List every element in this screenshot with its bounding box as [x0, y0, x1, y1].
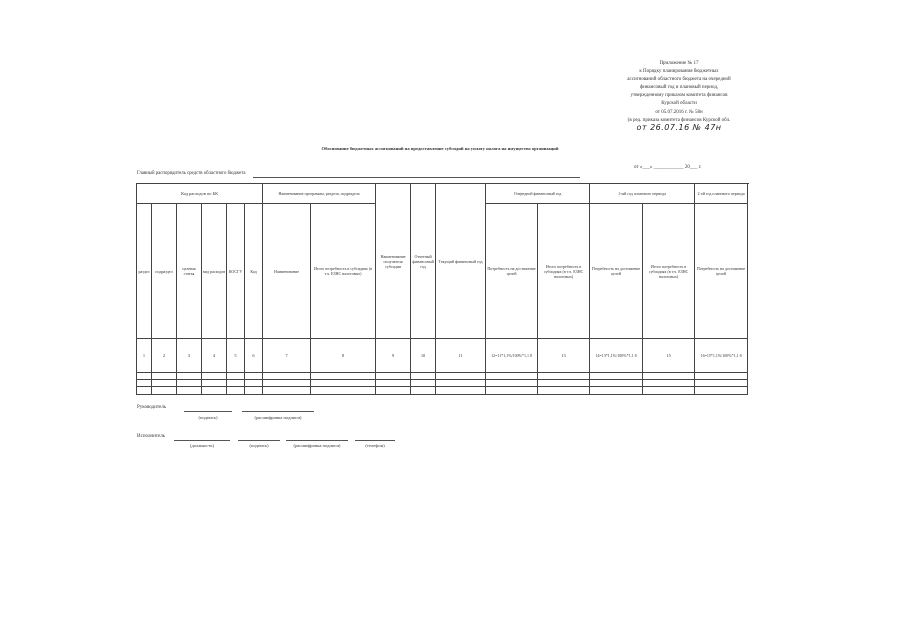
column-number: 10: [411, 339, 436, 373]
next-year-group-header: Очередной финансовый год: [486, 184, 590, 204]
document-title: Обоснование бюджетных ассигнований на предоставление субсидий на уплату налога на имущество организаций: [321, 146, 559, 151]
total-need-header: Итого потребность в субсидиях (в т.ч. ЕЗНС налоговых): [311, 204, 376, 339]
column-number: 16=15*1,1%/100%*1,1 8: [695, 339, 748, 373]
column-number: 6: [245, 339, 263, 373]
target-item-header: целевая статья: [177, 204, 202, 339]
table-row: [137, 373, 748, 380]
head-name-caption: (расшифровка подписи): [254, 415, 302, 420]
column-number: 11: [436, 339, 486, 373]
appendix-line: Приложение № 17: [659, 61, 699, 66]
appendix-line: ассигнований областного бюджета на очередной: [627, 77, 731, 83]
kosgu-header: КОСГУ: [227, 204, 245, 339]
admin-underline: [253, 177, 580, 178]
need-achieve-plan2-header: Потребность на достижение целей: [695, 204, 748, 339]
column-number: 15: [643, 339, 695, 373]
name-header: Наименование: [263, 204, 311, 339]
executor-phone-line: [355, 440, 395, 441]
head-label: Руководитель: [137, 405, 167, 410]
executor-position-caption: (должность): [189, 443, 215, 448]
executor-label: Исполнитель: [137, 434, 165, 439]
appendix-line: от 05.07.2016 г. № 58н: [655, 109, 703, 115]
executor-sign-caption: (подпись): [249, 443, 269, 448]
column-number: 14=13*1,1%/100%*1,1 8: [590, 339, 643, 373]
column-number: 7: [263, 339, 311, 373]
need-achieve-plan1-header: Потребность на достижение целей: [590, 204, 643, 339]
header-row-top: [137, 184, 748, 204]
head-name-line: [242, 411, 314, 412]
need-achieve-header: Потребность на достижение целей: [486, 204, 538, 339]
total-need-plan1-header: Итого потребность в субсидиях (в т.ч. ЕЗНС налоговых): [538, 204, 590, 339]
column-number: 1: [137, 339, 152, 373]
subsection-header: подраздел: [152, 204, 177, 339]
name-group-header: Наименование программы, раздела, подраздела: [263, 184, 376, 204]
executor-sign-line: [238, 440, 280, 441]
appendix-line: финансовый год и плановый период,: [639, 85, 719, 91]
column-number: 9: [376, 339, 411, 373]
table-row: [137, 380, 748, 387]
column-number: 2: [152, 339, 177, 373]
column-number: 12=11*1,1%/100%*1,1 8: [486, 339, 538, 373]
expense-type-header: вид расходов: [202, 204, 227, 339]
kbk-group-header: Код расходов по БК: [137, 184, 263, 204]
executor-name-line: [286, 440, 348, 441]
appendix-line: утвержденному приказом комитета финансов: [630, 93, 728, 99]
column-number: 3: [177, 339, 202, 373]
budget-table: [136, 183, 748, 395]
reporting-year-header: Отчетный финансовый год: [411, 184, 436, 339]
column-number: 13: [538, 339, 590, 373]
appendix-block: [618, 60, 740, 132]
beneficiary-header: Наименование получателя субсидии: [376, 184, 411, 339]
column-number: 4: [202, 339, 227, 373]
admin-label: Главный распорядитель средств областного бюджета: [137, 171, 246, 176]
column-number-row: [137, 339, 748, 373]
current-year-header: Текущий финансовый год: [436, 184, 486, 339]
executor-phone-caption: (телефон): [365, 443, 385, 448]
head-sign-line: [184, 411, 232, 412]
total-need-plan2-header: Итого потребность в субсидиях (в т.ч. ЕЗНС налоговых): [643, 204, 695, 339]
plan-year1-group-header: 1-ый год планового периода: [590, 184, 695, 204]
section-header: раздел: [137, 204, 152, 339]
column-number: 5: [227, 339, 245, 373]
column-number: 8: [311, 339, 376, 373]
appendix-line: к Порядку планирования бюджетных: [639, 69, 719, 75]
date-line: от «___» ____________ 20___ г.: [634, 165, 702, 170]
table-row: [137, 387, 748, 395]
appendix-line: (в ред. приказа комитета финансов Курской обл.: [627, 117, 731, 123]
head-sign-caption: (подпись): [198, 415, 218, 420]
executor-name-caption: (расшифровка подписи): [293, 443, 341, 448]
plan-year2-group-header: 2-ой год планового периода: [695, 184, 748, 204]
executor-position-line: [174, 440, 230, 441]
code-header: Код: [245, 204, 263, 339]
appendix-line: Курской области: [661, 101, 697, 107]
handwritten-note: от 26.07.16 № 47н: [636, 122, 722, 132]
